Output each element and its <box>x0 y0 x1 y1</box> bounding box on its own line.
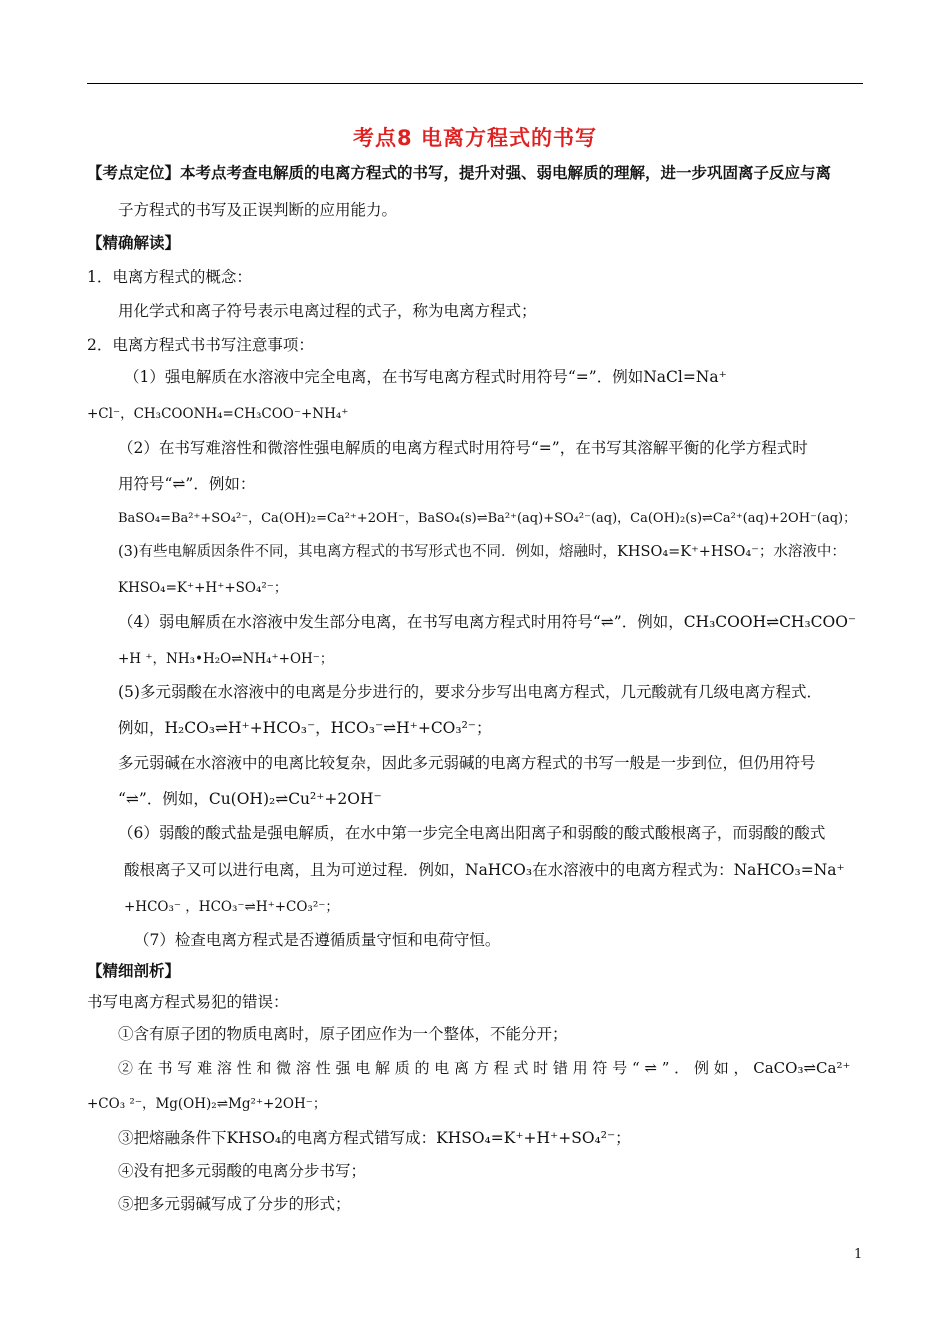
text-line: +CO₃ ²⁻，Mg(OH)₂⇌Mg²⁺+2OH⁻； <box>87 1096 327 1112</box>
text-line: 用化学式和离子符号表示电离过程的式子，称为电离方程式； <box>118 302 537 320</box>
text-line: （6）弱酸的酸式盐是强电解质，在水中第一步完全电离出阳离子和弱酸的酸式酸根离子，而弱酸的酸式 <box>118 824 826 842</box>
text-line: ③把熔融条件下KHSO₄的电离方程式错写成：KHSO₄=K⁺+H⁺+SO₄²⁻； <box>118 1129 631 1147</box>
text-line: 用符号“⇌”．例如： <box>118 475 256 493</box>
text-line: 书写电离方程式易犯的错误： <box>87 993 289 1011</box>
text-line: ② 在 书 写 难 溶 性 和 微 溶 性 强 电 解 质 的 电 离 方 程 式 时 错 用 符 号 “ ⇌ ” ． 例 如 ， CaCO₃⇌Ca²⁺ <box>118 1059 851 1077</box>
text-line: （4）弱电解质在水溶液中发生部分电离，在书写电离方程式时用符号“⇌”．例如，CH₃COOH⇌CH₃COO⁻ <box>118 613 857 631</box>
text-line: “⇌”．例如，Cu(OH)₂⇌Cu²⁺+2OH⁻ <box>118 790 382 808</box>
page-title: 考点8 电离方程式的书写 <box>353 126 597 150</box>
text-line: ①含有原子团的物质电离时，原子团应作为一个整体，不能分开； <box>118 1025 568 1043</box>
text-line: 1．电离方程式的概念： <box>87 268 252 286</box>
page-number: 1 <box>854 1247 863 1262</box>
text-line: +Cl⁻，CH₃COONH₄=CH₃COO⁻+NH₄⁺ <box>87 406 349 422</box>
text-line: (3)有些电解质因条件不同，其电离方程式的书写形式也不同．例如，熔融时，KHSO₄=K⁺+HSO₄⁻；水溶液中： <box>118 544 846 560</box>
text-line: BaSO₄=Ba²⁺+SO₄²⁻，Ca(OH)₂=Ca²⁺+2OH⁻，BaSO₄(s)⇌Ba²⁺(aq)+SO₄²⁻(aq)，Ca(OH)₂(s)⇌Ca²⁺(aq)+2OH⁻(aq)； <box>118 511 857 526</box>
text-line: 多元弱碱在水溶液中的电离比较复杂，因此多元弱碱的电离方程式的书写一般是一步到位，但仍用符号 <box>118 754 816 772</box>
text-line: ⑤把多元弱碱写成了分步的形式； <box>118 1195 351 1213</box>
text-line: 酸根离子又可以进行电离，且为可逆过程．例如，NaHCO₃在水溶液中的电离方程式为：NaHCO₃=Na⁺ <box>124 861 845 879</box>
section-heading: 【精确解读】 <box>87 234 181 252</box>
text-line: 例如，H₂CO₃⇌H⁺+HCO₃⁻，HCO₃⁻⇌H⁺+CO₃²⁻； <box>118 719 492 737</box>
text-line: （7）检查电离方程式是否遵循质量守恒和电荷守恒。 <box>134 931 501 949</box>
text-line: (5)多元弱酸在水溶液中的电离是分步进行的，要求分步写出电离方程式，几元酸就有几级电离方程式． <box>118 683 822 701</box>
text-line: （2）在书写难溶性和微溶性强电解质的电离方程式时用符号“=”，在书写其溶解平衡的化学方程式时 <box>118 439 808 457</box>
text-line: （1）强电解质在水溶液中完全电离，在书写电离方程式时用符号“=”．例如NaCl=Na⁺ <box>124 368 727 386</box>
section-heading: 【精细剖析】 <box>87 962 181 980</box>
text-line: 子方程式的书写及正误判断的应用能力。 <box>118 201 398 219</box>
text-line: 【考点定位】本考点考查电解质的电离方程式的书写，提升对强、弱电解质的理解，进一步巩固离子反应与离 <box>87 164 832 182</box>
header-rule <box>87 83 863 84</box>
text-line: +H ⁺，NH₃•H₂O⇌NH₄⁺+OH⁻； <box>118 651 334 667</box>
text-line: +HCO₃⁻ ，HCO₃⁻⇌H⁺+CO₃²⁻； <box>124 899 339 915</box>
text-line: KHSO₄=K⁺+H⁺+SO₄²⁻； <box>118 580 288 596</box>
text-line: 2．电离方程式书书写注意事项： <box>87 336 314 354</box>
text-line: ④没有把多元弱酸的电离分步书写； <box>118 1162 367 1180</box>
